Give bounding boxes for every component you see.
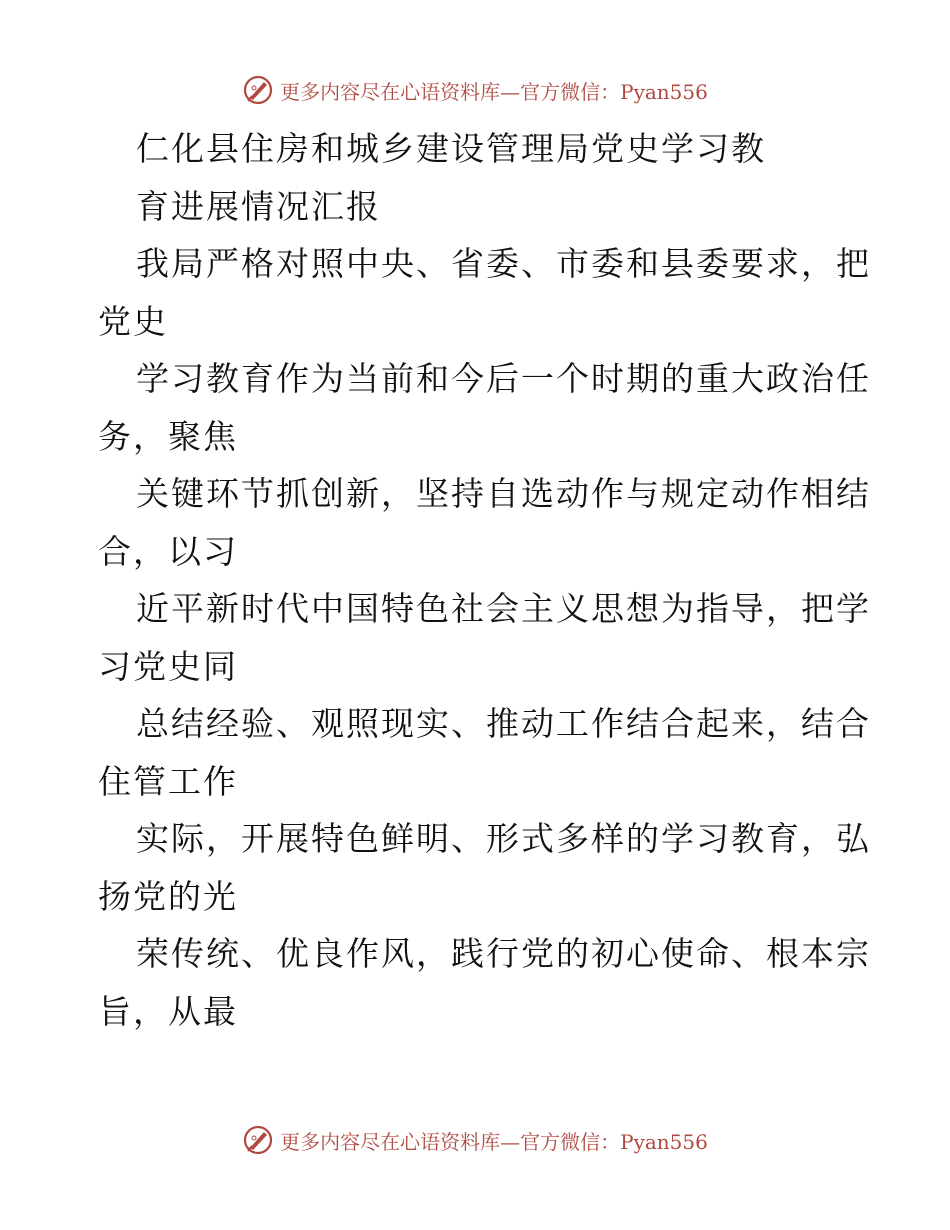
text-line: 育进展情况汇报 (136, 186, 381, 226)
text-line: 关键环节抓创新，坚持自选动作与规定动作相结 (136, 474, 871, 513)
text-line: 务，聚焦 (98, 416, 238, 456)
text-line: 学习教育作为当前和今后一个时期的重大政治任 (136, 359, 871, 398)
watermark-text: 更多内容尽在心语资料库—官方微信：Pyan556 (280, 1129, 708, 1154)
text-line: 合，以习 (98, 531, 238, 571)
text-line: 仁化县住房和城乡建设管理局党史学习教 (136, 129, 766, 168)
feather-pen-logo-icon (242, 74, 274, 106)
watermark-header (0, 70, 950, 110)
text-line: 荣传统、优良作风，践行党的初心使命、根本宗 (136, 934, 871, 973)
text-line: 实际，开展特色鲜明、形式多样的学习教育，弘 (136, 819, 871, 858)
text-line: 近平新时代中国特色社会主义思想为指导，把学 (136, 589, 871, 628)
text-line: 总结经验、观照现实、推动工作结合起来，结合 (136, 704, 871, 743)
watermark-footer (0, 1120, 950, 1160)
text-line: 住管工作 (98, 761, 238, 801)
feather-pen-logo-icon (242, 1124, 274, 1156)
text-line: 习党史同 (98, 646, 238, 686)
document-body (98, 120, 871, 1040)
text-line: 旨，从最 (98, 991, 238, 1031)
text-line: 扬党的光 (98, 876, 238, 916)
text-line: 党史 (98, 301, 168, 341)
text-line: 我局严格对照中央、省委、市委和县委要求，把 (136, 244, 871, 283)
watermark-text: 更多内容尽在心语资料库—官方微信：Pyan556 (280, 79, 708, 104)
